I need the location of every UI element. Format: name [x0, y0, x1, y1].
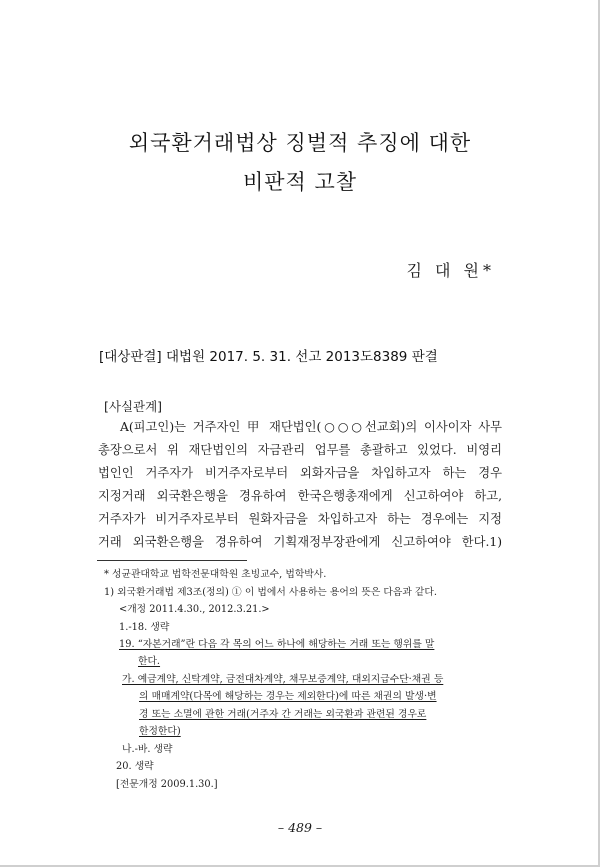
footnote-1-line-1: 1) 외국환거래법 제3조(정의) ① 이 법에서 사용하는 용어의 뜻은 다음과 같다.	[104, 587, 437, 598]
case-heading: [대상판결] 대법원 2017. 5. 31. 선고 2013도8389 판결	[99, 349, 438, 365]
footnote-1-line-2: <개정 2011.4.30., 2012.3.21.>	[119, 604, 270, 615]
footnote-item-ga-line-3: 경 또는 소멸에 관한 거래(거주자 간 거래는 외국환과 관련된 경우로	[139, 709, 427, 720]
body-line-6: 거래 외국환은행을 경유하여 기획재정부장관에게 신고하여야 한다.1)	[98, 535, 502, 549]
body-line-1: A(피고인)는 거주자인 甲 재단법인(○○○선교회)의 이사이자 사무	[120, 420, 502, 434]
footnote-author: * 성균관대학교 법학전문대학원 초빙교수, 법학박사.	[104, 569, 327, 580]
footnote-revision: [전문개정 2009.1.30.]	[116, 779, 218, 790]
footnote-separator	[97, 560, 247, 561]
body-line-4: 지정거래 외국환은행을 경유하여 한국은행총재에게 신고하여야 하고,	[98, 489, 502, 503]
footnote-item-ga-line-1: 가. 예금계약, 신탁계약, 금전대차계약, 채무보증계약, 대외지급수단·채권 등	[122, 674, 444, 685]
author-name: 김 대 원*	[406, 261, 495, 280]
footnote-item-ga-line-4: 한정한다)	[139, 726, 181, 737]
body-line-5: 거주자가 비거주자로부터 원화자금을 차입하고자 하는 경우에는 지정	[98, 512, 502, 526]
body-line-2: 총장으로서 위 재단법인의 자금관리 업무를 총괄하고 있었다. 비영리	[98, 443, 502, 457]
footnote-item-na-ba: 나.-바. 생략	[122, 744, 173, 755]
paper-title-line-1: 외국환거래법상 징벌적 추징에 대한	[128, 131, 472, 155]
paper-title-line-2: 비판적 고찰	[242, 170, 358, 194]
footnote-item-20: 20. 생략	[116, 761, 154, 772]
footnote-item-19-line-1: 19. “자본거래”란 다음 각 목의 어느 하나에 해당하는 거래 또는 행위를 말	[119, 639, 435, 650]
page-number: – 489 –	[277, 820, 323, 835]
footnote-item-19-line-2: 한다.	[138, 656, 161, 667]
body-line-3: 법인인 거주자가 비거주자로부터 외화자금을 차입하고자 하는 경우	[98, 466, 502, 480]
section-heading: [사실관계]	[104, 399, 163, 414]
footnote-item-1-18: 1.-18. 생략	[119, 622, 170, 633]
footnote-item-ga-line-2: 의 매매계약(다목에 해당하는 경우는 제외한다)에 따른 채권의 발생·변	[139, 691, 437, 702]
